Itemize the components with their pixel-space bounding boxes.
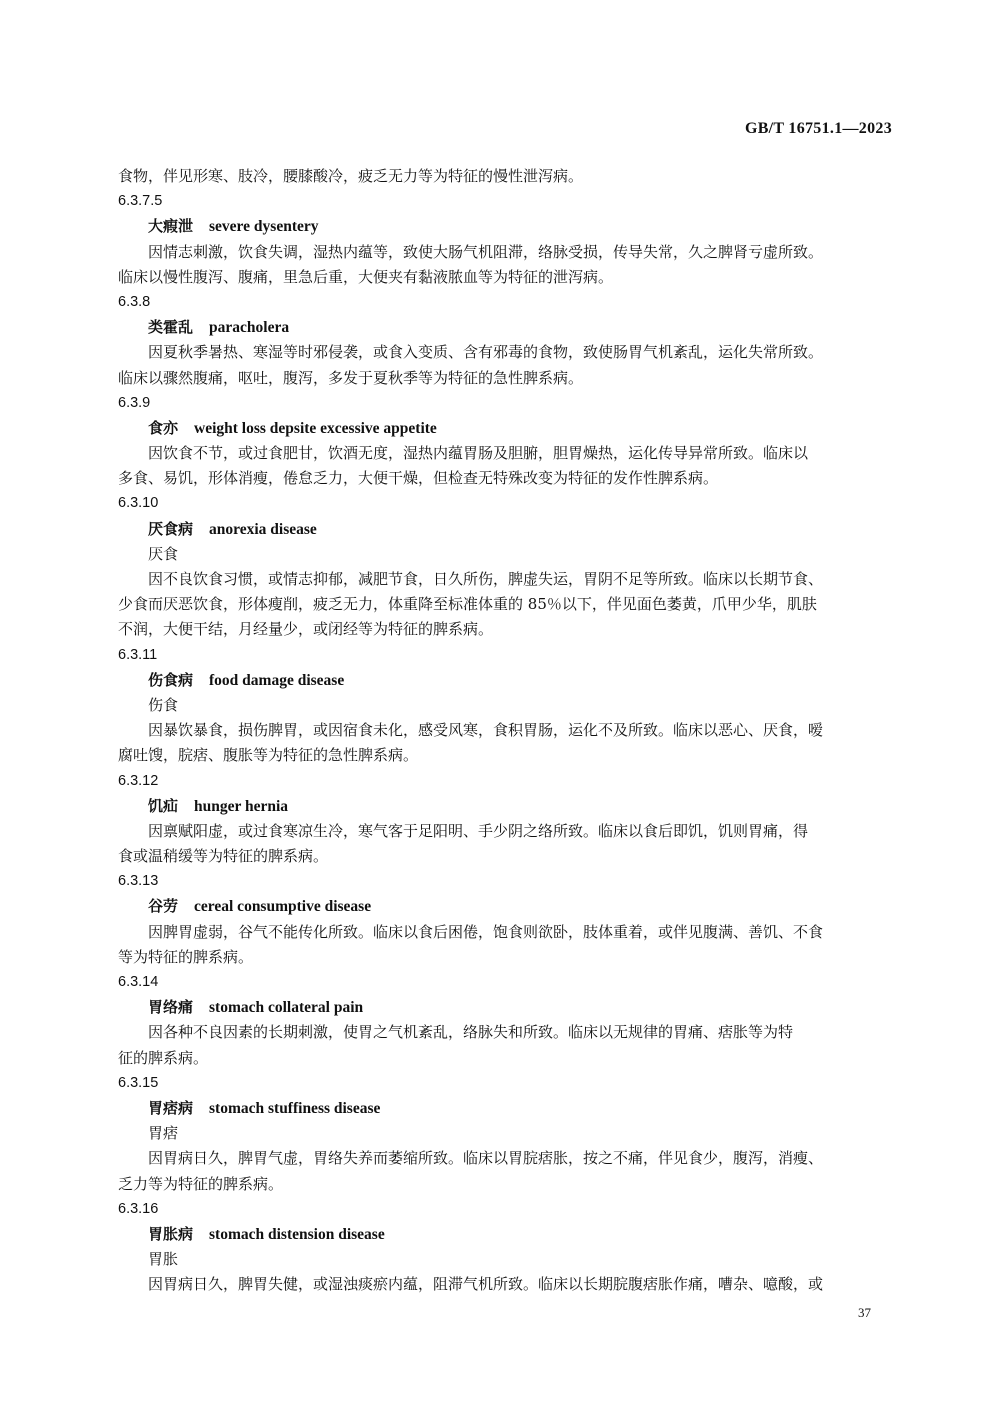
- paragraph-line: 伤食: [148, 695, 179, 714]
- paragraph-line: 少食而厌恶饮食，形体瘦削，疲乏无力，体重降至标准体重的 85％以下，伴见面色萎黄，爪甲少华，肌肤: [118, 595, 817, 614]
- paragraph-line: 胃痞: [148, 1124, 179, 1143]
- paragraph-line: 腐吐馊，脘痞、腹胀等为特征的急性脾系病。: [118, 746, 419, 765]
- term-heading: [118, 1096, 896, 1121]
- paragraph-line: 胃胀: [148, 1250, 179, 1269]
- term-english: stomach distension disease: [209, 1225, 385, 1243]
- term-heading: [118, 894, 896, 919]
- section-number: 6.3.9: [118, 394, 151, 411]
- term-chinese: 食亦: [148, 418, 179, 437]
- paragraph-line: 因饮食不节，或过食肥甘，饮酒无度，湿热内蕴胃肠及胆腑，胆胃燥热，运化传导异常所致。临床以: [148, 444, 809, 463]
- term-english: paracholera: [209, 319, 290, 337]
- paragraph-line: 临床以慢性腹泻、腹痛，里急后重，大便夹有黏液脓血等为特征的泄泻病。: [118, 267, 614, 286]
- paragraph-line: 厌食: [148, 544, 179, 563]
- term-chinese: 胃胀病: [148, 1224, 194, 1243]
- term-heading: [118, 315, 896, 340]
- term-chinese: 大瘕泄: [148, 217, 194, 236]
- term-heading: [118, 794, 896, 819]
- term-chinese: 谷劳: [148, 897, 179, 916]
- document-body: [118, 164, 896, 1297]
- paragraph-line: 征的脾系病。: [118, 1048, 209, 1067]
- term-english: stomach stuffiness disease: [209, 1099, 381, 1117]
- term-heading: [118, 995, 896, 1020]
- paragraph-line: 等为特征的脾系病。: [118, 947, 254, 966]
- section-number: 6.3.13: [118, 873, 159, 890]
- term-chinese: 胃痞病: [148, 1098, 194, 1117]
- term-heading: [118, 214, 896, 239]
- term-heading: [118, 1222, 896, 1247]
- paragraph-line: 因胃病日久，脾胃失健，或湿浊痰瘀内蕴，阻滞气机所致。临床以长期脘腹痞胀作痛，嘈杂、噫酸，或: [148, 1275, 824, 1294]
- term-heading: [118, 416, 896, 441]
- section-number: 6.3.16: [118, 1200, 159, 1217]
- section-number: 6.3.14: [118, 974, 159, 990]
- paragraph-line: 多食、易饥，形体消瘦，倦怠乏力，大便干燥，但检查无特殊改变为特征的发作性脾系病。: [118, 469, 719, 488]
- term-chinese: 饥疝: [148, 796, 179, 815]
- page-number: 37: [858, 1305, 871, 1320]
- term-heading: [118, 517, 896, 542]
- paragraph-line: 因情志刺激，饮食失调，湿热内蕴等，致使大肠气机阻滞，络脉受损，传导失常，久之脾肾亏虚所致。: [148, 242, 824, 261]
- paragraph-line: 食物，伴见形寒、肢冷，腰膝酸冷，疲乏无力等为特征的慢性泄泻病。: [118, 167, 584, 185]
- term-english: stomach collateral pain: [209, 999, 364, 1017]
- term-chinese: 类霍乱: [148, 318, 194, 337]
- paragraph-line: 因不良饮食习惯，或情志抑郁，减肥节食，日久所伤，脾虚失运，胃阴不足等所致。临床以长期节食、: [148, 570, 824, 588]
- section-number: 6.3.15: [118, 1074, 159, 1091]
- paragraph-line: 临床以骤然腹痛，呕吐，腹泻，多发于夏秋季等为特征的急性脾系病。: [118, 368, 584, 387]
- term-chinese: 厌食病: [148, 519, 194, 538]
- term-english: hunger hernia: [194, 797, 289, 815]
- term-english: cereal consumptive disease: [194, 898, 372, 916]
- section-number: 6.3.11: [118, 646, 158, 663]
- term-chinese: 伤食病: [148, 670, 194, 689]
- paragraph-line: 食或温稍缓等为特征的脾系病。: [118, 847, 329, 866]
- term-english: food damage disease: [209, 671, 345, 689]
- paragraph-line: 不润，大便干结，月经量少，或闭经等为特征的脾系病。: [118, 620, 494, 639]
- paragraph-line: 因暴饮暴食，损伤脾胃，或因宿食未化，感受风寒，食积胃肠，运化不及所致。临床以恶心、厌食，嗳: [148, 721, 824, 740]
- section-number: 6.3.7.5: [118, 193, 163, 210]
- paragraph-line: 因脾胃虚弱，谷气不能传化所致。临床以食后困倦，饱食则欲卧，肢体重着，或伴见腹满、善饥、不食: [148, 922, 824, 941]
- term-english: severe dysentery: [209, 218, 319, 236]
- standard-code-header: GB/T 16751.1—2023: [744, 120, 892, 137]
- term-heading: [118, 668, 896, 693]
- paragraph-line: 因禀赋阳虚，或过食寒凉生冷，寒气客于足阳明、手少阴之络所致。临床以食后即饥，饥则胃痛，得: [148, 821, 809, 840]
- term-chinese: 胃络痛: [148, 998, 194, 1017]
- section-number: 6.3.8: [118, 293, 151, 310]
- term-english: anorexia disease: [209, 520, 317, 538]
- paragraph-line: 因夏秋季暑热、寒湿等时邪侵袭，或食入变质、含有邪毒的食物，致使肠胃气机紊乱，运化失常所致。: [148, 343, 824, 362]
- section-number: 6.3.12: [118, 772, 159, 789]
- section-number: 6.3.10: [118, 495, 159, 512]
- paragraph-line: 因各种不良因素的长期刺激，使胃之气机紊乱，络脉失和所致。临床以无规律的胃痛、痞胀等为特: [148, 1023, 794, 1042]
- paragraph-line: 乏力等为特征的脾系病。: [118, 1174, 284, 1193]
- paragraph-line: 因胃病日久，脾胃气虚，胃络失养而萎缩所致。临床以胃脘痞胀，按之不痛，伴见食少，腹泻，消瘦、: [148, 1149, 824, 1168]
- term-english: weight loss depsite excessive appetite: [194, 419, 437, 437]
